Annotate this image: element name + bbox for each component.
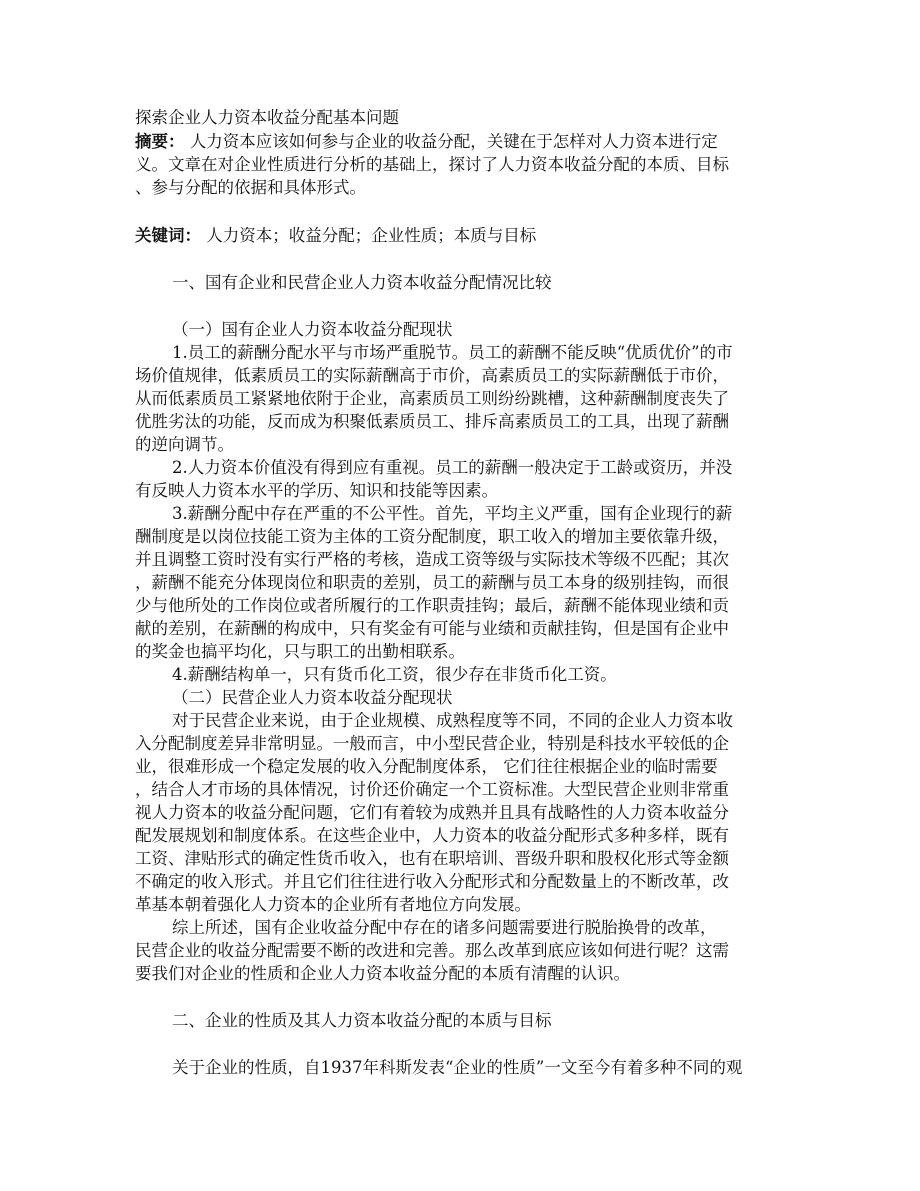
paragraph-line: ，结合人才市场的具体情况，讨价还价确定一个工资标准。大型民营企业则非常重 bbox=[135, 780, 729, 799]
paragraph-line: 对于民营企业来说，由于企业规模、成熟程度等不同，不同的企业人力资本收 bbox=[172, 711, 733, 730]
abstract-line-2: 义。文章在对企业性质进行分析的基础上，探讨了人力资本收益分配的本质、目标 bbox=[135, 155, 729, 174]
keywords-label: 关键词： bbox=[135, 226, 201, 245]
paragraph-line: 业，很难形成一个稳定发展的收入分配制度体系， 它们往往根据企业的临时需要 bbox=[135, 757, 718, 776]
abstract-text: 人力资本应该如何参与企业的收益分配，关键在于怎样对人力资本进行定 bbox=[184, 132, 718, 151]
paragraph-line: 不确定的收入形式。并且它们往往进行收入分配形式和分配数量上的不断改革，改 bbox=[135, 872, 729, 891]
paragraph-line: 入分配制度差异非常明显。一般而言，中小型民营企业，特别是科技水平较低的企 bbox=[135, 734, 729, 753]
paragraph-line: 配发展规划和制度体系。在这些企业中，人力资本的收益分配形式多种多样，既有 bbox=[135, 826, 729, 845]
subsection-1-heading: （一）国有企业人力资本收益分配现状 bbox=[172, 320, 453, 339]
paragraph-line: 革基本朝着强化人力资本的企业所有者地位方向发展。 bbox=[135, 895, 531, 914]
paragraph-line: 场价值规律，低素质员工的实际薪酬高于市价，高素质员工的实际薪酬低于市价， bbox=[135, 366, 729, 385]
document-title: 探索企业人力资本收益分配基本问题 bbox=[135, 108, 399, 127]
paragraph-line: 献的差别，在薪酬的构成中，只有奖金有可能与业绩和贡献挂钩，但是国有企业中 bbox=[135, 619, 729, 638]
paragraph-line: 1.员工的薪酬分配水平与市场严重脱节。员工的薪酬不能反映“优质优价”的市 bbox=[172, 343, 733, 362]
paragraph-line: 有反映人力资本水平的学历、知识和技能等因素。 bbox=[135, 481, 498, 500]
paragraph-line: 的逆向调节。 bbox=[135, 435, 234, 454]
paragraph-line: ，薪酬不能充分体现岗位和职责的差别，员工的薪酬与员工本身的级别挂钩，而很 bbox=[135, 573, 729, 592]
subsection-2-heading: （二）民营企业人力资本收益分配现状 bbox=[172, 688, 453, 707]
paragraph-line: 从而低素质员工紧紧地依附于企业，高素质员工则纷纷跳槽，这种薪酬制度丧失了 bbox=[135, 389, 729, 408]
paragraph-line: 优胜劣汰的功能，反而成为积聚低素质员工、排斥高素质员工的工具，出现了薪酬 bbox=[135, 412, 729, 431]
abstract-line-3: 、参与分配的依据和具体形式。 bbox=[135, 178, 366, 197]
paragraph-line: 要我们对企业的性质和企业人力资本收益分配的本质有清醒的认识。 bbox=[135, 964, 630, 983]
section-1-heading: 一、国有企业和民营企业人力资本收益分配情况比较 bbox=[172, 273, 552, 292]
paragraph-line: 并且调整工资时没有实行严格的考核，造成工资等级与实际技术等级不匹配；其次 bbox=[135, 550, 729, 569]
section-2-heading: 二、企业的性质及其人力资本收益分配的本质与目标 bbox=[172, 1011, 552, 1030]
paragraph-line: 关于企业的性质，自1937年科斯发表“企业的性质”一文至今有着多种不同的观 bbox=[172, 1058, 743, 1077]
paragraph-line: 民营企业的收益分配需要不断的改进和完善。那么改革到底应该如何进行呢？这需 bbox=[135, 941, 729, 960]
abstract-line-1 bbox=[135, 131, 718, 153]
keywords-line bbox=[135, 225, 536, 247]
paragraph-line: 酬制度是以岗位技能工资为主体的工资分配制度，职工收入的增加主要依靠升级， bbox=[135, 527, 729, 546]
paragraph-line: 3.薪酬分配中存在严重的不公平性。首先，平均主义严重，国有企业现行的薪 bbox=[172, 504, 733, 523]
keywords-text: 人力资本；收益分配；企业性质；本质与目标 bbox=[201, 226, 537, 245]
paragraph-line: 2.人力资本价值没有得到应有重视。员工的薪酬一般决定于工龄或资历，并没 bbox=[172, 458, 733, 477]
paragraph-line: 的奖金也搞平均化，只与职工的出勤相联系。 bbox=[135, 642, 465, 661]
paragraph-line: 视人力资本的收益分配问题，它们有着较为成熟并且具有战略性的人力资本收益分 bbox=[135, 803, 729, 822]
paragraph-line: 少与他所处的工作岗位或者所履行的工作职责挂钩；最后，薪酬不能体现业绩和贡 bbox=[135, 596, 729, 615]
abstract-label: 摘要： bbox=[135, 132, 185, 151]
paragraph-line: 工资、津贴形式的确定性货币收入，也有在职培训、晋级升职和股权化形式等金额 bbox=[135, 849, 729, 868]
paragraph-line: 4.薪酬结构单一，只有货币化工资，很少存在非货币化工资。 bbox=[172, 665, 617, 684]
paragraph-line: 综上所述，国有企业收益分配中存在的诸多问题需要进行脱胎换骨的改革， bbox=[172, 918, 717, 937]
